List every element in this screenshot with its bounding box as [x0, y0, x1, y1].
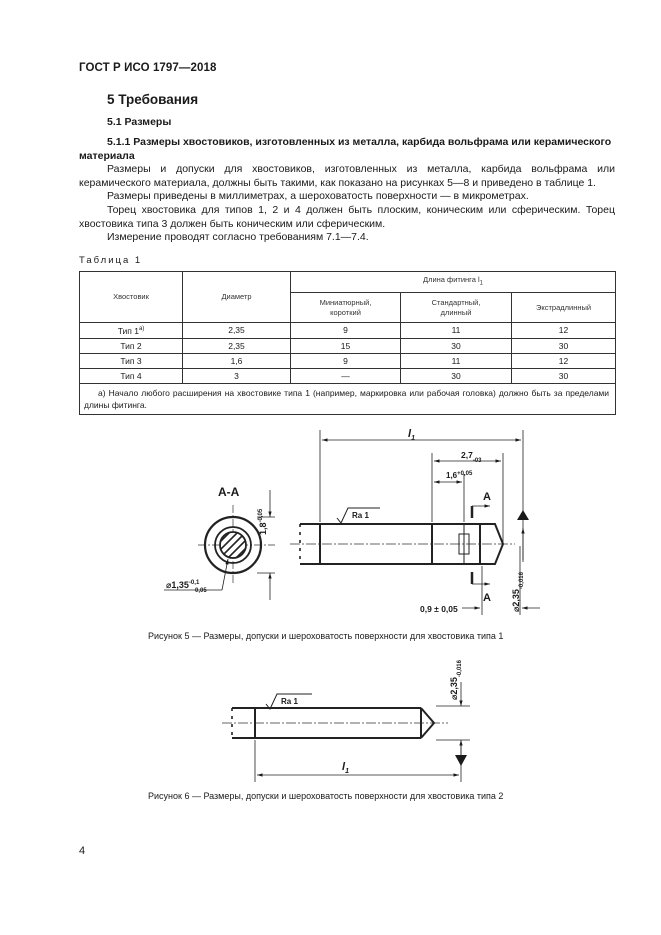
dim-1-8: $1,8^{-0,05}$	[258, 508, 268, 535]
figure-5-caption: Рисунок 5 — Размеры, допуски и шероховатость поверхности для хвостовика типа 1	[148, 631, 504, 641]
datum-triangle	[517, 510, 529, 520]
dim-1-6: $1,6^{+0,05}$	[446, 471, 473, 480]
paragraph: Размеры приведены в миллиметрах, а шероховатость поверхности — в микрометрах.	[107, 190, 529, 202]
paragraph: Торец хвостовика для типов 1, 2 и 4 должен быть плоским, коническим или сферическим. Торец хвостовика типа 3 должен быть коническим или сферическим.	[79, 204, 615, 230]
cell-diameter: 3	[183, 369, 291, 384]
header-standard: Стандартный, длинный	[401, 293, 512, 323]
dim-2-35: $⌀2,35_{-0,016}$	[449, 660, 463, 700]
header-extra: Экстрадлинный	[512, 293, 616, 323]
section-title: 5 Требования	[107, 92, 199, 107]
cell-mini: 9	[291, 354, 401, 369]
cell-mini: —	[291, 369, 401, 384]
cell-extra: 12	[512, 323, 616, 339]
cell-extra: 30	[512, 369, 616, 384]
section-arrow-a-top: A	[483, 491, 491, 503]
page-number: 4	[79, 845, 86, 857]
table-footnote: а) Начало любого расширения на хвостовике типа 1 (например, маркировка или рабочая головка) должно быть за пределами длины фитинга.	[80, 384, 616, 415]
section-arrow-a-bottom: A	[483, 592, 491, 604]
cell-extra: 12	[512, 354, 616, 369]
cell-extra: 30	[512, 339, 616, 354]
header-mini: Миниатюрный, короткий	[291, 293, 401, 323]
roughness-label: Ra 1	[281, 697, 298, 706]
subsubsection-title: 5.1.1 Размеры хвостовиков, изготовленных из металла, карбида вольфрама или керамического материала	[79, 136, 612, 162]
table-caption: Таблица 1	[79, 255, 143, 266]
header-diameter: Диаметр	[183, 272, 291, 323]
shank-type1-side-view	[290, 428, 540, 615]
header-shank: Хвостовик	[80, 272, 183, 323]
paragraph: Размеры и допуски для хвостовиков, изготовленных из металла, карбида вольфрама или керамического материала, должны быть такими, как показано на рисунках 5—8 и приведено в таблице 1.	[79, 163, 615, 189]
cell-diameter: 2,35	[183, 339, 291, 354]
roughness-symbol	[266, 694, 312, 709]
cell-standard: 11	[401, 354, 512, 369]
datum-triangle	[455, 755, 467, 766]
cell-standard: 11	[401, 323, 512, 339]
roughness-label: Ra 1	[352, 511, 369, 520]
dim-1-35-lower-tol: 0,05	[195, 588, 207, 594]
document-header: ГОСТ Р ИСО 1797—2018	[79, 62, 217, 74]
dim-l1: $l_1$	[408, 428, 415, 442]
section-aa-view	[164, 485, 275, 600]
dim-2-7: $2,7_{-03}$	[461, 450, 482, 464]
cell-mini: 15	[291, 339, 401, 354]
dim-l1: $l_1$	[342, 761, 349, 775]
shank-type2-side-view	[222, 659, 470, 782]
dim-1-35: $⌀1,35^{-0,1}$	[166, 580, 200, 590]
cell-mini: 9	[291, 323, 401, 339]
cell-diameter: 1,6	[183, 354, 291, 369]
cell-type: Тип 4	[80, 369, 183, 384]
section-label: A-A	[218, 485, 240, 499]
roughness-symbol	[337, 508, 380, 523]
header-fitting-length: Длина фитинга $l_1$	[291, 272, 616, 293]
paragraph: Измерение проводят согласно требованиям 7.1—7.4.	[107, 231, 369, 243]
subsection-title: 5.1 Размеры	[107, 116, 172, 128]
cell-type: Тип 3	[80, 354, 183, 369]
dim-2-35: $⌀2,35_{-0,016}$	[511, 572, 525, 612]
figure-6-caption: Рисунок 6 — Размеры, допуски и шероховатость поверхности для хвостовика типа 2	[148, 791, 504, 801]
cell-standard: 30	[401, 339, 512, 354]
cell-type: Тип 1$^{a)}$	[80, 323, 183, 339]
cell-type: Тип 2	[80, 339, 183, 354]
cell-standard: 30	[401, 369, 512, 384]
cell-diameter: 2,35	[183, 323, 291, 339]
dim-0-9: 0,9 ± 0,05	[420, 604, 458, 614]
